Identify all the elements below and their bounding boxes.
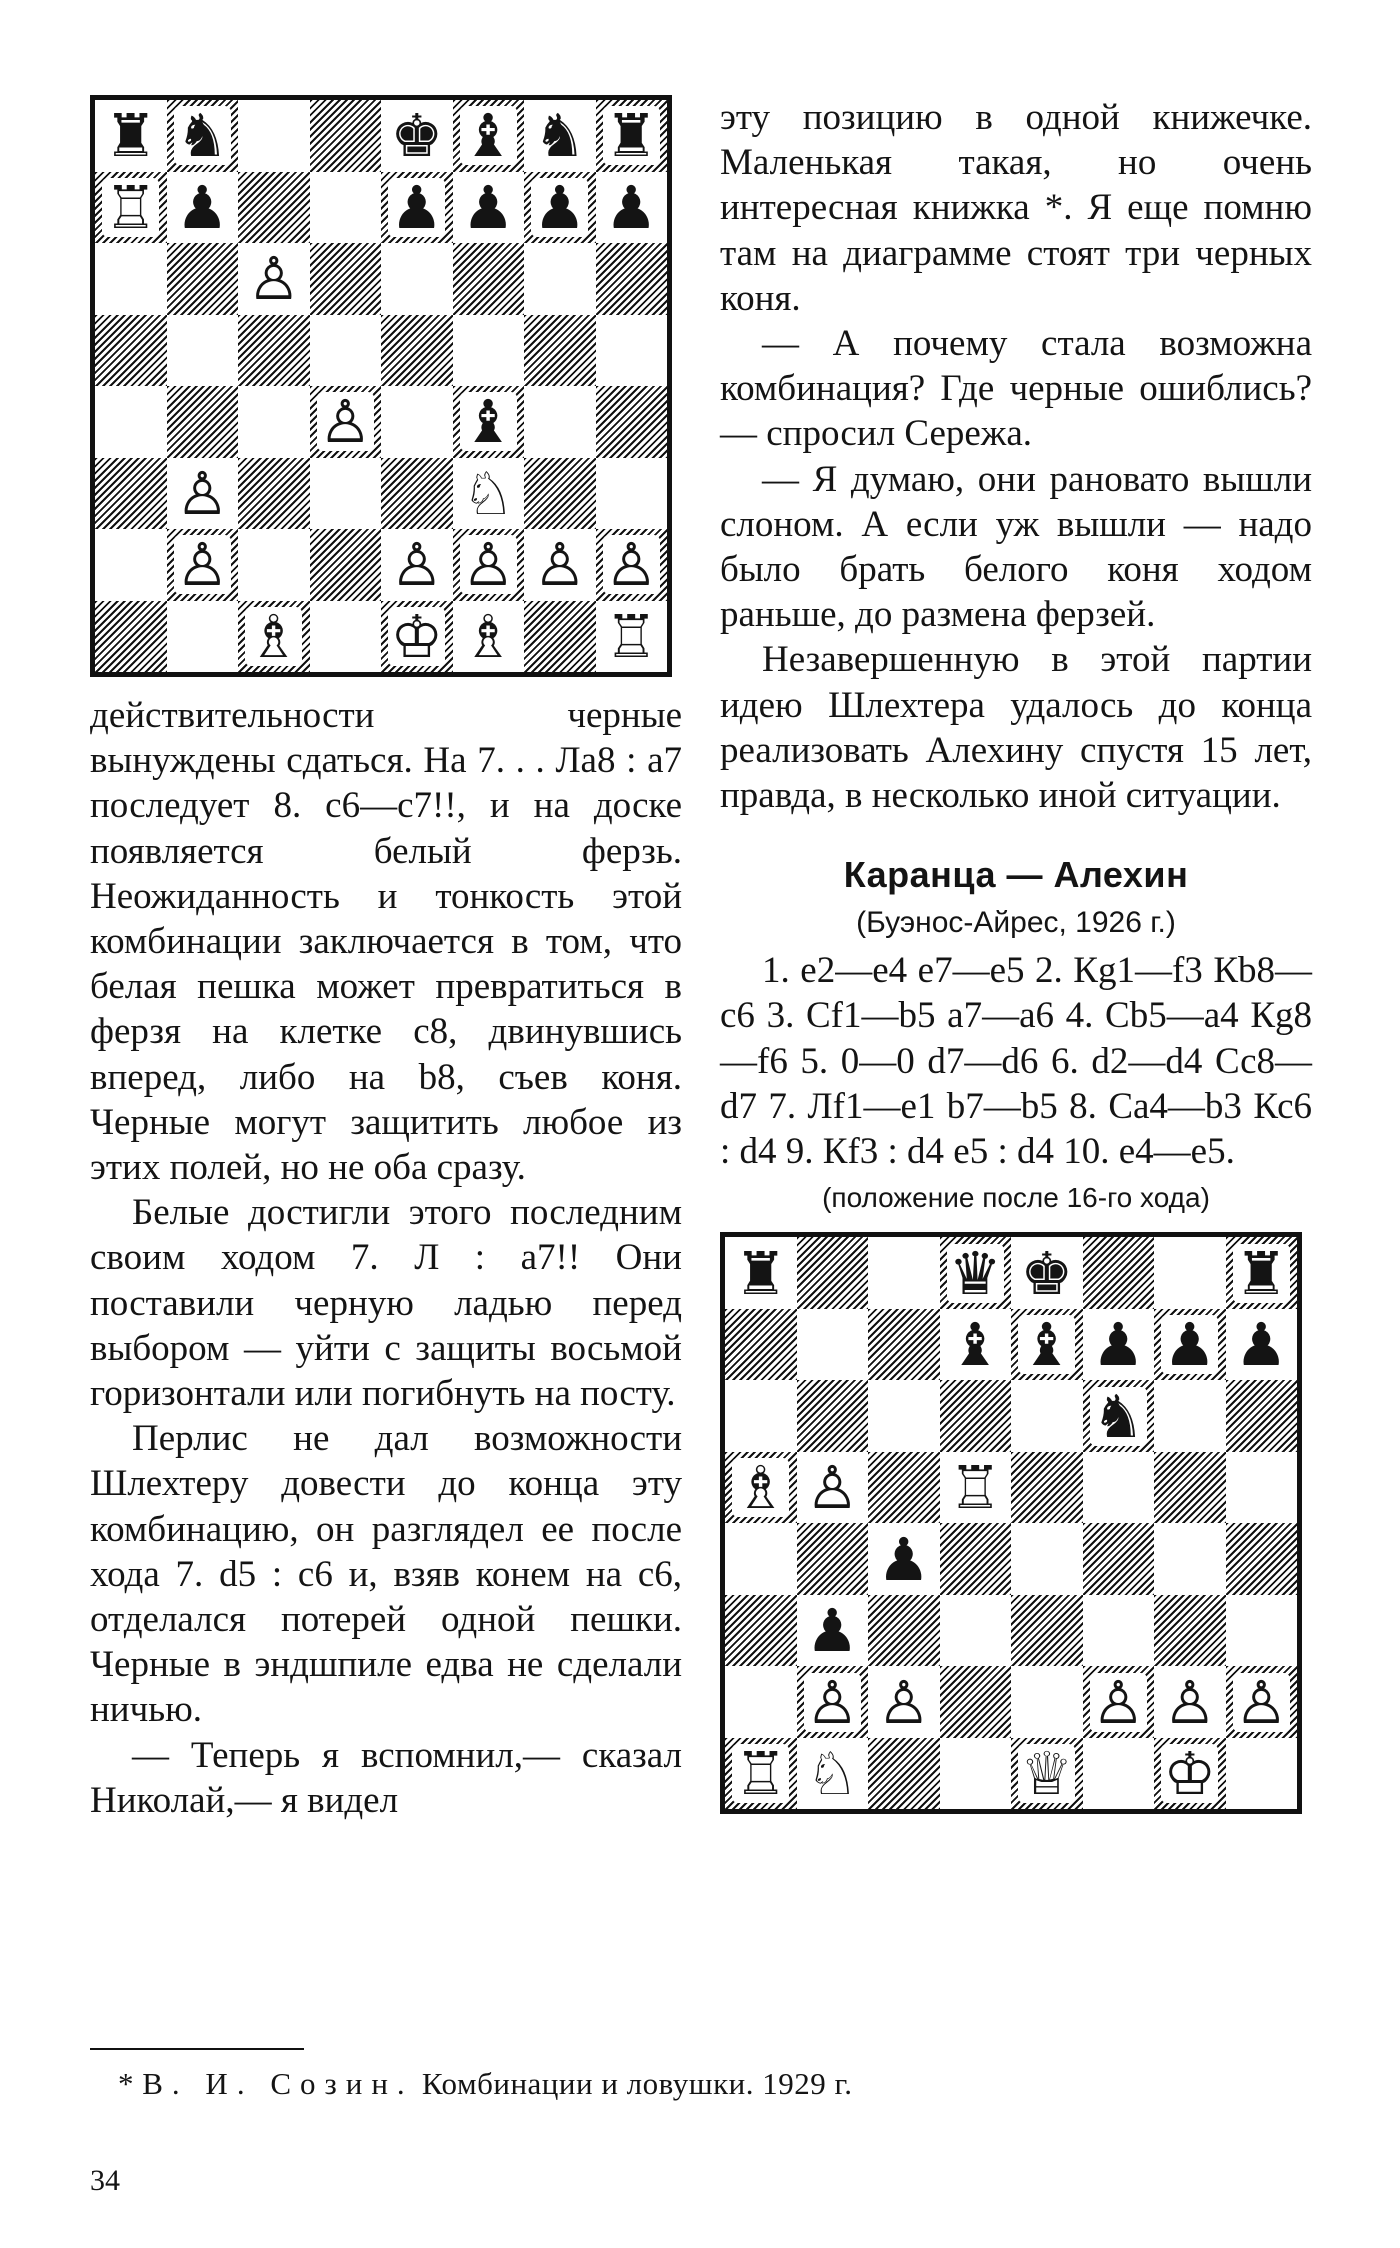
white-pawn-icon: ♙ xyxy=(1234,1667,1288,1737)
square-g6 xyxy=(524,243,596,315)
square-c1 xyxy=(868,1738,940,1810)
square-e6 xyxy=(381,243,453,315)
square-d2 xyxy=(310,529,382,601)
black-king-icon: ♚ xyxy=(390,101,444,171)
square-a2 xyxy=(95,529,167,601)
black-rook-icon: ♜ xyxy=(1234,1238,1288,1308)
black-pawn-icon: ♟ xyxy=(461,172,515,242)
square-e6 xyxy=(1011,1380,1083,1452)
square-b8 xyxy=(797,1237,869,1309)
black-pawn-icon: ♟ xyxy=(1091,1310,1145,1380)
white-queen-icon: ♕ xyxy=(1020,1739,1074,1809)
black-bishop-icon: ♝ xyxy=(461,101,515,171)
square-b6 xyxy=(797,1380,869,1452)
left-column xyxy=(90,95,682,1823)
square-h6 xyxy=(596,243,668,315)
square-h5 xyxy=(596,315,668,387)
square-b4 xyxy=(167,386,239,458)
square-b1 xyxy=(167,601,239,673)
square-c7 xyxy=(868,1309,940,1381)
footnote-marker: * xyxy=(118,2066,134,2101)
white-bishop-icon: ♗ xyxy=(461,601,515,671)
right-column xyxy=(720,95,1312,1814)
square-a3 xyxy=(95,458,167,530)
square-g6 xyxy=(1154,1380,1226,1452)
square-h4 xyxy=(596,386,668,458)
white-pawn-icon: ♙ xyxy=(247,244,301,314)
white-bishop-icon: ♗ xyxy=(247,601,301,671)
square-c3 xyxy=(868,1595,940,1667)
black-knight-icon: ♞ xyxy=(175,101,229,171)
black-pawn-icon: ♟ xyxy=(390,172,444,242)
square-d4 xyxy=(940,1523,1012,1595)
square-e4 xyxy=(1011,1523,1083,1595)
square-d8 xyxy=(310,100,382,172)
game-title: Каранца — Алехин xyxy=(843,854,1189,896)
square-e3 xyxy=(381,458,453,530)
white-pawn-icon: ♙ xyxy=(390,530,444,600)
square-h5 xyxy=(1226,1452,1298,1524)
black-rook-icon: ♜ xyxy=(734,1238,788,1308)
game-moves: 1. е2—е4 е7—е5 2. Кg1—f3 Кb8—с6 3. Сf1—b5 а7—а6 4. Сb5—а4 Кg8—f6 5. 0—0 d7—d6 6. d2—d4 Сс8—d7 7. Лf1—е1 b7—b5 8. Са4—b3 Кс6 : d4 9. Кf3 : d4 е5 : d4 10. е4—е5. xyxy=(720,950,1312,1173)
square-h1 xyxy=(1226,1738,1298,1810)
square-b4 xyxy=(797,1523,869,1595)
square-b6 xyxy=(167,243,239,315)
square-f8 xyxy=(1083,1237,1155,1309)
paragraph: эту позицию в одной книжечке. Маленькая такая, но очень интересная книжка *. Я еще помню там на диаграмме стоят три черных коня. xyxy=(720,97,1312,319)
page-number: 34 xyxy=(90,2164,120,2197)
white-pawn-icon: ♙ xyxy=(805,1453,859,1523)
white-knight-icon: ♘ xyxy=(805,1739,859,1809)
square-h3 xyxy=(596,458,668,530)
square-f6 xyxy=(453,243,525,315)
square-g5 xyxy=(524,315,596,387)
white-pawn-icon: ♙ xyxy=(1163,1667,1217,1737)
square-e3 xyxy=(1011,1595,1083,1667)
square-d2 xyxy=(940,1666,1012,1738)
paragraph: — Я думаю, они рановато вышли слоном. А если уж вышли — надо было брать белого коня ходом раньше, до размена ферзей. xyxy=(720,458,1312,636)
paragraph: действительности черные вынуждены сдаться. На 7. . . Ла8 : а7 последует 8. с6—с7!!, и на доске появляется белый ферзь. Неожиданность и тонкость этой комбинации заключается в том, что белая пешка может превратиться в ферзя на клетке с8, двинувшись вперед, либо на b8, съев коня. Черные могут защитить любое из этих полей, но не оба сразу. xyxy=(90,695,682,1189)
white-rook-icon: ♖ xyxy=(604,601,658,671)
white-rook-icon: ♖ xyxy=(104,172,158,242)
paragraph: — Теперь я вспомнил,— сказал Николай,— я видел xyxy=(90,1734,682,1821)
square-a1 xyxy=(95,601,167,673)
paragraph: — А почему стала возможна комбинация? Где черные ошиблись?— спросил Сережа. xyxy=(720,323,1312,455)
white-pawn-icon: ♙ xyxy=(318,387,372,457)
square-d6 xyxy=(310,243,382,315)
black-rook-icon: ♜ xyxy=(104,101,158,171)
white-pawn-icon: ♙ xyxy=(175,530,229,600)
paragraph: Белые достигли этого последним своим ходом 7. Л : а7!! Они поставили черную ладью перед выбором — уйти с защиты восьмой горизонтали или погибнуть на посту. xyxy=(90,1192,682,1415)
white-pawn-icon: ♙ xyxy=(805,1667,859,1737)
black-knight-icon: ♞ xyxy=(533,101,587,171)
white-king-icon: ♔ xyxy=(390,601,444,671)
square-b5 xyxy=(167,315,239,387)
square-g3 xyxy=(1154,1595,1226,1667)
black-king-icon: ♚ xyxy=(1020,1238,1074,1308)
square-d1 xyxy=(940,1738,1012,1810)
square-a3 xyxy=(725,1595,797,1667)
black-pawn-icon: ♟ xyxy=(877,1524,931,1594)
black-bishop-icon: ♝ xyxy=(1020,1310,1074,1380)
black-pawn-icon: ♟ xyxy=(604,172,658,242)
square-f5 xyxy=(453,315,525,387)
white-pawn-icon: ♙ xyxy=(1091,1667,1145,1737)
square-c8 xyxy=(868,1237,940,1309)
square-c6 xyxy=(868,1380,940,1452)
footnote xyxy=(118,2066,852,2102)
square-h3 xyxy=(1226,1595,1298,1667)
white-bishop-icon: ♗ xyxy=(734,1453,788,1523)
white-pawn-icon: ♙ xyxy=(877,1667,931,1737)
chess-diagram-right xyxy=(720,1232,1302,1814)
white-pawn-icon: ♙ xyxy=(461,530,515,600)
square-c7 xyxy=(238,172,310,244)
game-place: (Буэнос-Айрес, 1926 г.) xyxy=(856,906,1176,940)
square-a7 xyxy=(725,1309,797,1381)
paragraph: Незавершенную в этой партии идею Шлехтера удалось до конца реализовать Алехину спустя 15 лет, правда, в несколько иной ситуации. xyxy=(720,639,1312,817)
square-c8 xyxy=(238,100,310,172)
black-knight-icon: ♞ xyxy=(1091,1381,1145,1451)
square-e5 xyxy=(381,315,453,387)
square-h4 xyxy=(1226,1523,1298,1595)
square-a2 xyxy=(725,1666,797,1738)
white-rook-icon: ♖ xyxy=(948,1453,1002,1523)
square-a4 xyxy=(725,1523,797,1595)
square-c2 xyxy=(238,529,310,601)
square-a5 xyxy=(95,315,167,387)
square-c4 xyxy=(238,386,310,458)
white-king-icon: ♔ xyxy=(1163,1739,1217,1809)
square-g8 xyxy=(1154,1237,1226,1309)
square-f5 xyxy=(1083,1452,1155,1524)
square-e5 xyxy=(1011,1452,1083,1524)
square-e2 xyxy=(1011,1666,1083,1738)
square-f3 xyxy=(1083,1595,1155,1667)
square-g1 xyxy=(524,601,596,673)
square-d3 xyxy=(310,458,382,530)
black-pawn-icon: ♟ xyxy=(1163,1310,1217,1380)
square-c5 xyxy=(868,1452,940,1524)
white-rook-icon: ♖ xyxy=(734,1739,788,1809)
square-d6 xyxy=(940,1380,1012,1452)
black-pawn-icon: ♟ xyxy=(175,172,229,242)
square-d1 xyxy=(310,601,382,673)
square-g4 xyxy=(1154,1523,1226,1595)
black-bishop-icon: ♝ xyxy=(461,387,515,457)
square-g5 xyxy=(1154,1452,1226,1524)
square-a6 xyxy=(725,1380,797,1452)
black-pawn-icon: ♟ xyxy=(805,1596,859,1666)
square-e4 xyxy=(381,386,453,458)
black-rook-icon: ♜ xyxy=(604,101,658,171)
white-pawn-icon: ♙ xyxy=(604,530,658,600)
square-f4 xyxy=(1083,1523,1155,1595)
square-g4 xyxy=(524,386,596,458)
white-pawn-icon: ♙ xyxy=(533,530,587,600)
square-d5 xyxy=(310,315,382,387)
square-f1 xyxy=(1083,1738,1155,1810)
square-c5 xyxy=(238,315,310,387)
square-d3 xyxy=(940,1595,1012,1667)
diagram-caption: (положение после 16-го хода) xyxy=(822,1182,1210,1214)
square-a4 xyxy=(95,386,167,458)
white-knight-icon: ♘ xyxy=(461,458,515,528)
footnote-rule xyxy=(90,2048,304,2050)
footnote-title: Комбинации и ловушки. 1929 г. xyxy=(421,2066,853,2101)
footnote-author: В. И. Созин. xyxy=(142,2066,414,2101)
square-d7 xyxy=(310,172,382,244)
square-a6 xyxy=(95,243,167,315)
paragraph: Перлис не дал возможности Шлехтеру довести до конца эту комбинацию, он разглядел ее после хода 7. d5 : с6 и, взяв конем на с6, отделался потерей одной пешки. Черные в эндшпиле едва не сделали ничью. xyxy=(90,1418,682,1731)
black-bishop-icon: ♝ xyxy=(948,1310,1002,1380)
chess-diagram-left xyxy=(90,95,672,677)
white-pawn-icon: ♙ xyxy=(175,458,229,528)
black-pawn-icon: ♟ xyxy=(1234,1310,1288,1380)
square-b7 xyxy=(797,1309,869,1381)
square-g3 xyxy=(524,458,596,530)
square-c3 xyxy=(238,458,310,530)
black-queen-icon: ♛ xyxy=(948,1238,1002,1308)
square-h6 xyxy=(1226,1380,1298,1452)
black-pawn-icon: ♟ xyxy=(533,172,587,242)
